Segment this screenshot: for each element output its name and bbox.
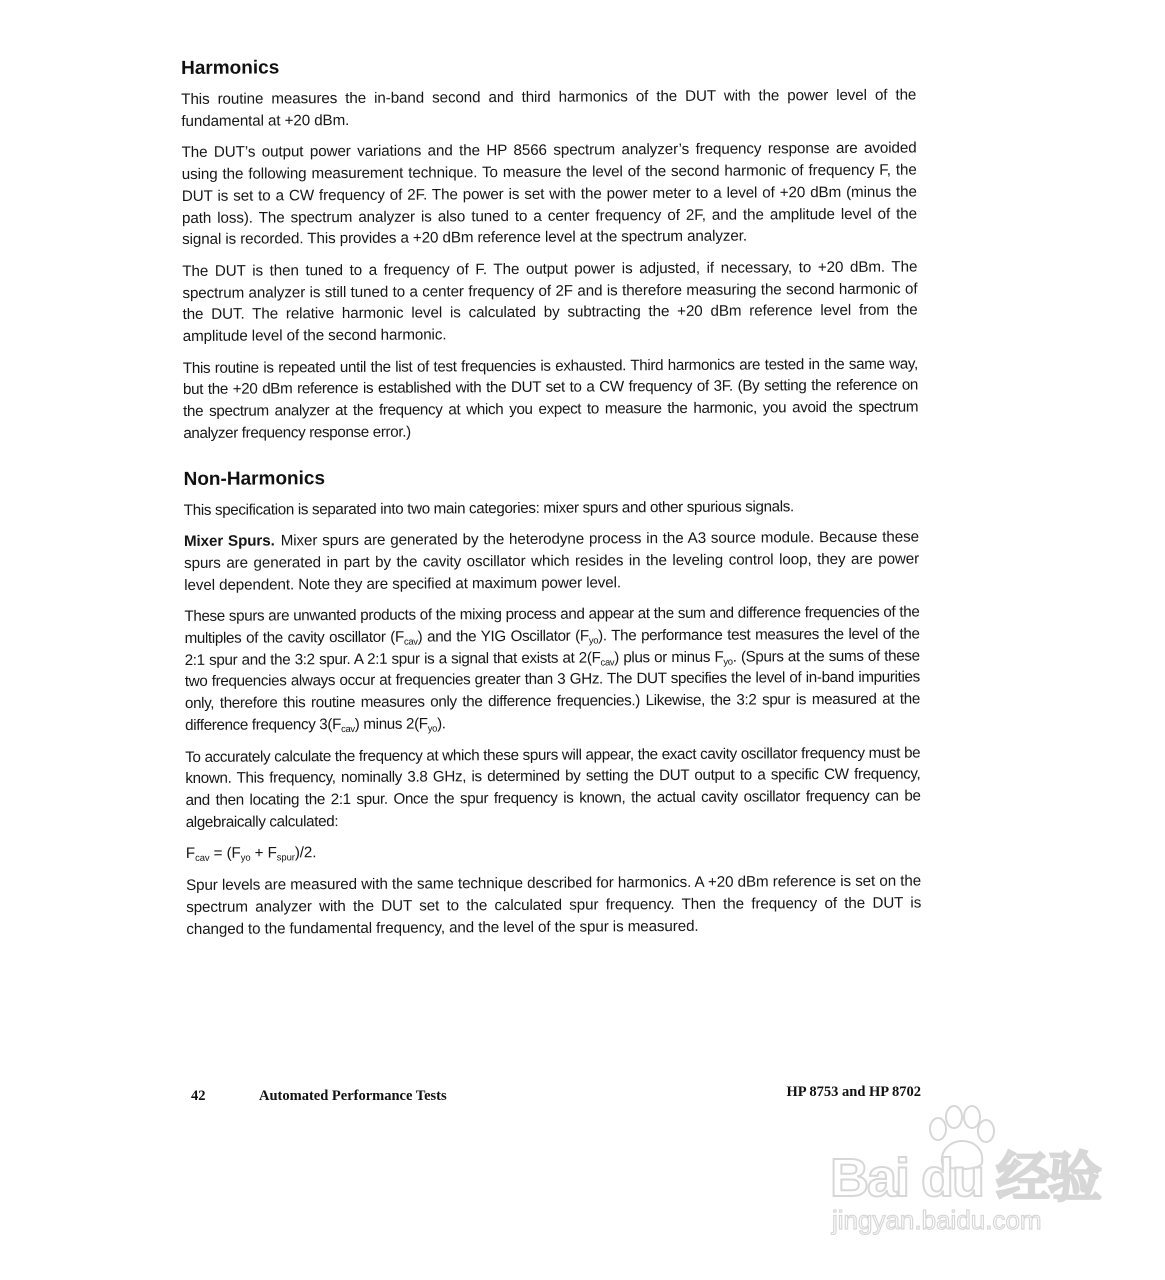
mixer-spurs-text: Mixer spurs are generated by the heterodyne process in the A3 source module. Because these spurs are generated in part by the cavity oscillator which resides in the leveling control loop, they are power level dependent. Note they are specified at maximum power level. xyxy=(184,528,920,594)
harmonics-paragraph-4: This routine is repeated until the list of test frequencies is exhausted. Third harmonics are tested in the same way, but the +20 dBm reference is established with the DUT set to a CW frequency of 3F. (By setting the reference on the spectrum analyzer at the frequency at which you expect to measure the harmonic, you avoid the spectrum analyzer frequency response error.) xyxy=(182,355,919,442)
spur-levels-paragraph: Spur levels are measured with the same technique described for harmonics. A +20 dBm reference is set on the spectrum analyzer with the DUT set to the calculated spur frequency. Then the frequency of the DUT is changed to the fundamental frequency, and the level of the spur is measured. xyxy=(186,872,922,938)
cavity-formula: $F_{cav} = (F_{yo} + F_{spur})/2$. xyxy=(185,844,317,865)
watermark-url: jingyan.baidu.com xyxy=(832,1205,1042,1235)
harmonics-heading: Harmonics xyxy=(181,57,280,79)
non-harmonics-heading: Non-Harmonics xyxy=(183,467,326,490)
baidu-watermark xyxy=(820,1105,1110,1245)
mixer-spurs-paragraph xyxy=(184,527,919,597)
footer-model: HP 8753 and HP 8702 xyxy=(786,1084,921,1100)
page-number: 42 xyxy=(191,1088,206,1104)
watermark-brand: Bai du 经验 xyxy=(830,1148,1101,1208)
page-footer xyxy=(191,1084,921,1108)
harmonics-paragraph-1: This routine measures the in-band second and third harmonics of the DUT with the power level of the fundamental at +20 dBm. xyxy=(181,86,917,130)
mixer-spurs-label: Mixer Spurs. xyxy=(183,532,275,551)
harmonics-paragraph-3: The DUT is then tuned to a frequency of F. The output power is adjusted, if necessary, to +20 dBm. The spectrum analyzer is still tuned to a center frequency of 2F and is therefore measuring the second harmonic of the DUT. The relative harmonic level is calculated by subtracting the +20 dBm reference level from the amplitude level of the second harmonic. xyxy=(182,258,918,346)
spurs-description-paragraph: These spurs are unwanted products of the mixing process and appear at the sum and difference frequencies of the multiples of the cavity oscillator $(F_{cav})$ and the YIG Oscillator $(F_{yo})$. The performance test measures the level of the 2:1 spur and the 3:2 spur. A 2:1 spur is a signal that exists at $2(F_{cav})$ plus or minus $F_{yo}$. (Spurs at the sums of these two frequencies always occur at frequencies greater than 3 GHz. The DUT specifies the level of in-band impurities only, therefore this routine measures only the difference frequencies.) Likewise, the 3:2 spur is measured at the difference frequency $3(F_{cav})$ minus $2(F_{yo})$. xyxy=(184,603,920,735)
page-content xyxy=(181,54,921,951)
harmonics-paragraph-2: The DUT’s output power variations and the HP 8566 spectrum analyzer’s frequency response are avoided using the following measurement technique. To measure the level of the second harmonic of frequency F, the DUT is set to a CW frequency of 2F. The power is set with the power meter to a level of +20 dBm (minus the path loss). The spectrum analyzer is also tuned to a center frequency of 2F, and the amplitude level of the signal is recorded. This provides a +20 dBm reference level at the spectrum analyzer. xyxy=(181,139,918,249)
cavity-frequency-paragraph: To accurately calculate the frequency at which these spurs will appear, the exact cavity oscillator frequency must be known. This frequency, nominally 3.8 GHz, is determined by setting the DUT output to a specific CW frequency, and then locating the 2:1 spur. Once the spur frequency is known, the actual cavity oscillator frequency can be algebraically calculated: xyxy=(185,744,921,831)
footer-section-title: Automated Performance Tests xyxy=(259,1088,447,1104)
non-harmonics-paragraph-1: This specification is separated into two main categories: mixer spurs and other spurious signals. xyxy=(183,497,794,519)
